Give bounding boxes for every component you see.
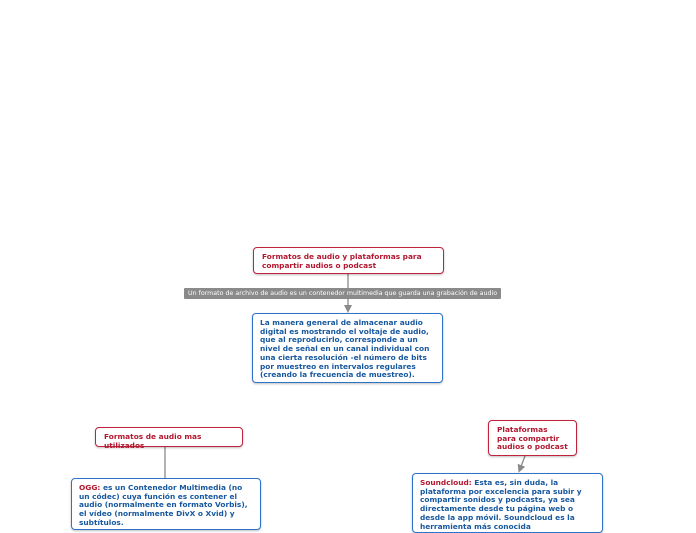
root-node[interactable] [253,247,444,274]
platforms-to-soundcloud-line [520,456,525,469]
definition-text: La manera general de almacenar audio digital es mostrando el voltaje de audio, que al reproducirlo, corresponde a un nivel de señal en un canal individual con una cierta resolución -el número de bits por muestreo en intervalos regulares (creando la frecuencia de muestreo). [260,318,430,380]
soundcloud-node[interactable] [412,473,603,533]
soundcloud-text: Esta es, sin duda, la plataforma por excelencia para subir y compartir sonidos y podcasts, ya sea directamente desde tu página web o desde la app móvil. Soundcloud es la herramienta más conocida [420,478,582,531]
ogg-name: OGG: [79,483,101,492]
connector-label: Un formato de archivo de audio es un contenedor multimedia que guarda una grabación de audio [184,288,501,299]
root-title: Formatos de audio y plataformas para compartir audios o podcast [262,252,422,270]
soundcloud-name: Soundcloud: [420,478,472,487]
ogg-node[interactable] [71,478,261,530]
ogg-text: es un Contenedor Multimedia (no un códec) cuya función es contener el audio (normalmente en formato Vorbis), el vídeo (normalmente DivX o Xvid) y subtítulos. [79,483,248,527]
formats-node[interactable] [95,427,243,450]
formats-title: Formatos de audio mas utilizados [104,432,202,450]
platforms-title: Plataformas para compartir audios o podcast [497,425,568,452]
platforms-node[interactable] [488,420,577,456]
definition-node[interactable] [252,313,443,383]
